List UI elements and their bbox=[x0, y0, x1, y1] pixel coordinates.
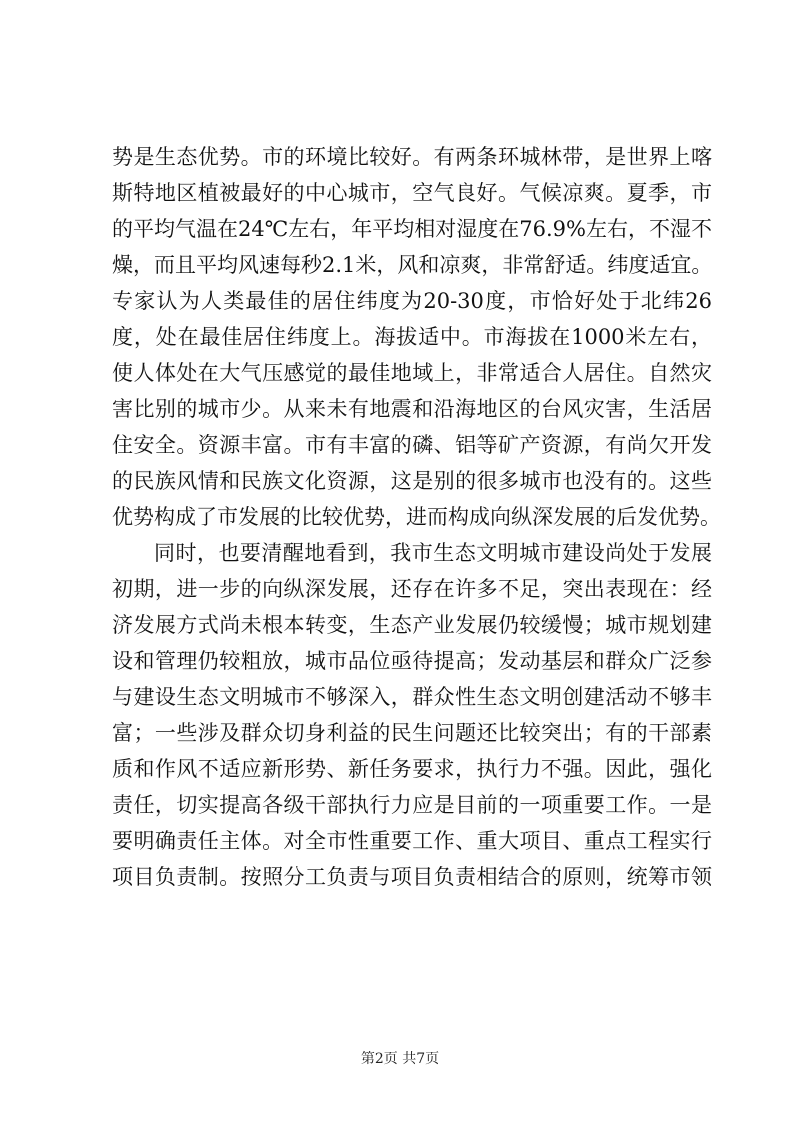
body-text-line: 住安全。资源丰富。市有丰富的磷、铝等矿产资源，有尚欠开发 bbox=[112, 433, 712, 457]
paragraph-first-line: 同时，也要清醒地看到，我市生态文明城市建设尚处于发展 bbox=[154, 541, 712, 565]
body-text-line: 势是生态优势。市的环境比较好。有两条环城林带，是世界上喀 bbox=[112, 145, 712, 169]
body-text-line: 优势构成了市发展的比较优势，进而构成向纵深发展的后发优势。 bbox=[112, 505, 721, 529]
body-text-line: 与建设生态文明城市不够深入，群众性生态文明创建活动不够丰 bbox=[112, 685, 712, 709]
body-text-line: 设和管理仍较粗放，城市品位亟待提高；发动基层和群众广泛参 bbox=[112, 649, 712, 673]
body-text-line: 度，处在最佳居住纬度上。海拔适中。市海拔在1000米左右， bbox=[112, 325, 712, 349]
body-text-line: 要明确责任主体。对全市性重要工作、重大项目、重点工程实行 bbox=[112, 829, 712, 853]
body-text-line: 济发展方式尚未根本转变，生态产业发展仍较缓慢；城市规划建 bbox=[112, 613, 712, 637]
body-text-line: 燥，而且平均风速每秒2.1米，风和凉爽，非常舒适。纬度适宜。 bbox=[112, 253, 713, 277]
body-text-line: 项目负责制。按照分工负责与项目负责相结合的原则，统筹市领 bbox=[112, 865, 712, 889]
body-text-line: 责任，切实提高各级干部执行力应是目前的一项重要工作。一是 bbox=[112, 793, 712, 817]
body-text-line: 初期，进一步的向纵深发展，还存在许多不足，突出表现在：经 bbox=[112, 577, 712, 601]
body-text-line: 的平均气温在24℃左右，年平均相对湿度在76.9%左右，不湿不 bbox=[112, 217, 712, 241]
body-text-line: 专家认为人类最佳的居住纬度为20-30度，市恰好处于北纬26 bbox=[112, 289, 712, 313]
body-text-line: 的民族风情和民族文化资源，这是别的很多城市也没有的。这些 bbox=[112, 469, 712, 493]
body-text-line: 害比别的城市少。从来未有地震和沿海地区的台风灾害，生活居 bbox=[112, 397, 712, 421]
body-text-line: 质和作风不适应新形势、新任务要求，执行力不强。因此，强化 bbox=[112, 757, 712, 781]
body-text-line: 使人体处在大气压感觉的最佳地域上，非常适合人居住。自然灾 bbox=[112, 361, 712, 385]
body-text-line: 富；一些涉及群众切身利益的民生问题还比较突出；有的干部素 bbox=[112, 721, 712, 745]
body-text-line: 斯特地区植被最好的中心城市，空气良好。气候凉爽。夏季，市 bbox=[112, 181, 712, 205]
page-number-footer: 第2页 共7页 bbox=[360, 1051, 440, 1067]
